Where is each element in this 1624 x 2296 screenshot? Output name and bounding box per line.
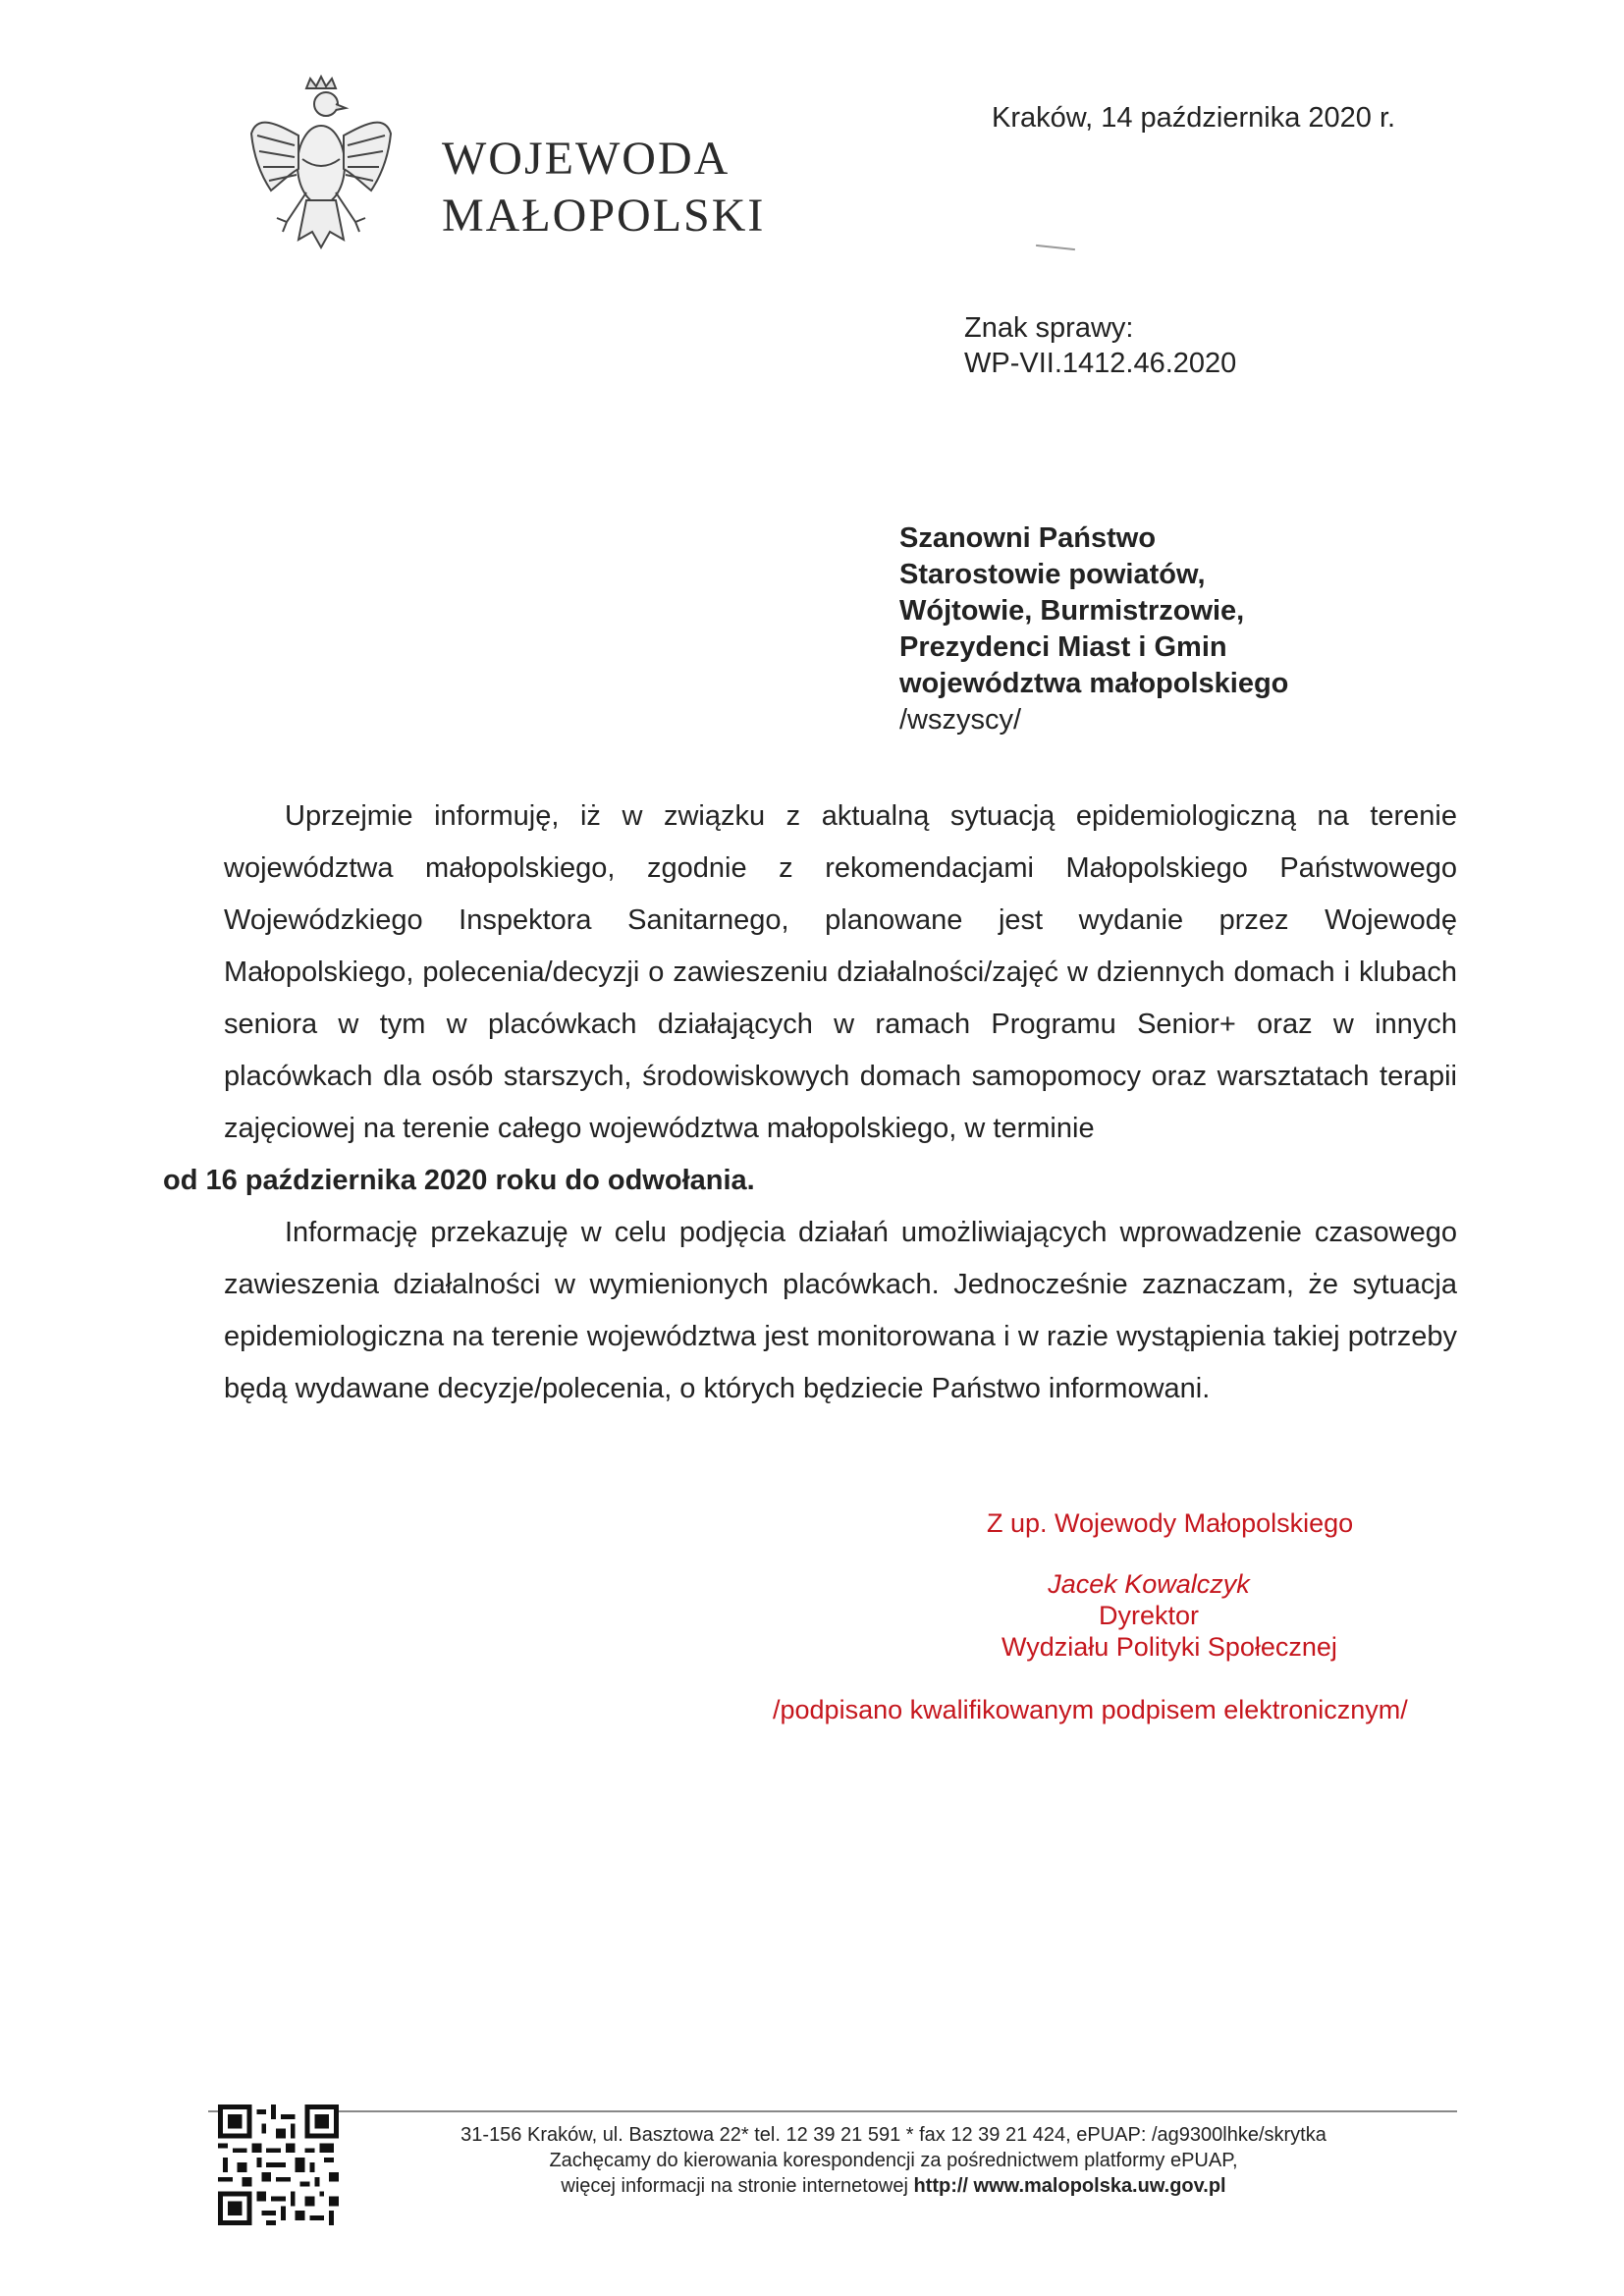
signatory-title: Dyrektor — [1098, 1601, 1199, 1630]
paragraph-text: Uprzejmie informuję, iż w związku z aktualną sytuacją epidemiologiczną na terenie województwa małopolskiego, zgodnie z rekomendacjami Małopolskiego Państwowego Wojewódzkiego Inspektora Sanitarnego, planowane jest wydanie przez Wojewodę Małopolskiego, polecenia/decyzji o zawieszeniu działalności/zajęć w dziennych domach i klubach seniora w tym w placówkach działających w ramach Programu Senior+ oraz w innych placówkach dla osób starszych, środowiskowych domach samopomocy oraz warsztatach terapii zajęciowej na terenie całego województwa małopolskiego, w terminie — [224, 800, 1457, 1144]
authority-name-line2: MAŁOPOLSKI — [442, 190, 766, 242]
qr-code-icon — [218, 2105, 339, 2225]
authority-name-line1: WOJEWODA — [442, 133, 731, 185]
addressee-block — [899, 520, 1410, 738]
body-paragraph — [224, 1207, 1457, 1415]
place-and-date: Kraków, 14 października 2020 r. — [992, 102, 1396, 134]
deadline-text: od 16 października 2020 roku do odwołania. — [163, 1165, 755, 1196]
pen-mark — [1036, 245, 1075, 250]
body-paragraph — [163, 791, 1457, 1207]
letter-body — [163, 791, 1457, 1415]
addressee-line: Wójtowie, Burmistrzowie, — [899, 595, 1245, 627]
signature-on-behalf: Z up. Wojewody Małopolskiego — [987, 1508, 1354, 1538]
footer-website-line — [353, 2174, 1434, 2198]
electronic-signature-note: /podpisano kwalifikowanym podpisem elektronicznym/ — [773, 1695, 1408, 1724]
signatory-name: Jacek Kowalczyk — [1048, 1569, 1250, 1599]
addressee-line: Prezydenci Miast i Gmin — [899, 631, 1227, 663]
website-link[interactable]: http:// www.malopolska.uw.gov.pl — [913, 2175, 1226, 2197]
reference-label: Znak sprawy: — [964, 312, 1134, 344]
signatory-department: Wydziału Polityki Społecznej — [1001, 1632, 1337, 1662]
paragraph-text: Informację przekazuję w celu podjęcia działań umożliwiających wprowadzenie czasowego zawieszenia działalności w wymienionych placówkach. Jednocześnie zaznaczam, że sytuacja epidemiologiczna na terenie województwa jest monitorowana i w razie wystąpienia takiej potrzeby będą wydawane decyzje/polecenia, o których będziecie Państwo informowani. — [224, 1217, 1457, 1404]
addressee-line: województwa małopolskiego — [899, 668, 1289, 699]
footer-address: 31-156 Kraków, ul. Basztowa 22* tel. 12 39 21 591 * fax 12 39 21 424, ePUAP: /ag9300lhke/skrytka — [460, 2124, 1326, 2146]
footer-divider — [208, 2110, 1457, 2112]
footer-epuap-note: Zachęcamy do kierowania korespondencji za pośrednictwem platformy ePUAP, — [549, 2150, 1238, 2171]
addressee-line: /wszyscy/ — [899, 704, 1022, 736]
addressee-line: Szanowni Państwo — [899, 522, 1157, 554]
white-eagle-emblem-icon — [247, 75, 395, 263]
reference-number: WP-VII.1412.46.2020 — [964, 348, 1237, 379]
footer-website-prefix: więcej informacji na stronie internetowej — [561, 2175, 914, 2197]
addressee-line: Starostowie powiatów, — [899, 559, 1206, 590]
